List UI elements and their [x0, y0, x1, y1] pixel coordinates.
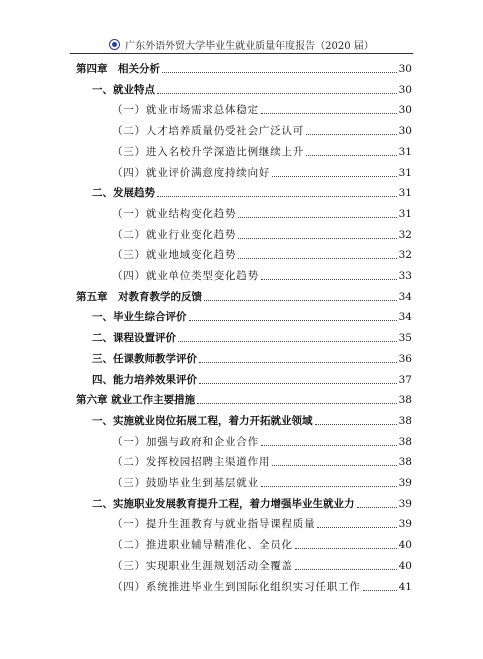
toc-entry[interactable] [76, 515, 412, 531]
toc-entry[interactable] [76, 226, 412, 242]
dot-leader [315, 424, 397, 425]
toc-entry-title: 第五章 对教育教学的反馈 [76, 290, 202, 303]
toc-entry-title: （三）进入名校升学深造比例继续上升 [112, 145, 305, 158]
toc-entry-page-number: 31 [398, 207, 412, 220]
toc-entry-title: （三）就业地域变化趋势 [112, 249, 237, 262]
toc-entry-title: 三、任课教师教学评价 [92, 352, 197, 365]
toc-entry-title: （三）鼓励毕业生到基层就业 [112, 477, 259, 489]
dot-leader [204, 300, 397, 301]
header-title: 广东外语外贸大学毕业生就业质量年度报告（2020 届） [125, 40, 374, 52]
toc-entry[interactable] [76, 184, 412, 200]
dot-leader [199, 383, 397, 384]
toc-entry[interactable] [76, 164, 412, 180]
toc-entry-title: （二）发挥校园招聘主渠道作用 [112, 456, 271, 469]
toc-entry-page-number: 35 [398, 332, 412, 345]
toc-entry-page-number: 41 [398, 580, 412, 593]
dot-leader [197, 403, 396, 404]
toc-entry[interactable] [76, 288, 412, 304]
toc-entry-title: （四）系统推进毕业生到国际化组织实习任职工作 [112, 580, 361, 593]
toc-entry-page-number: 33 [398, 270, 412, 282]
toc-entry-title: （三）实现职业生涯规划活动全覆盖 [112, 559, 293, 572]
toc-entry[interactable] [76, 246, 412, 262]
toc-entry-page-number: 32 [398, 249, 412, 262]
dot-leader [261, 279, 397, 280]
dot-leader [238, 238, 396, 239]
toc-entry-title: （一）加强与政府和企业合作 [112, 435, 259, 448]
toc-entry-page-number: 36 [398, 352, 412, 365]
dot-leader [157, 196, 397, 197]
dot-leader [306, 134, 397, 135]
toc-entry-title: 第六章 就业工作主要措施 [76, 394, 196, 407]
toc-entry-title: （一）就业市场需求总体稳定 [112, 104, 259, 117]
toc-entry-page-number: 39 [398, 497, 412, 510]
toc-entry[interactable] [76, 205, 412, 221]
toc-entry-page-number: 32 [398, 228, 412, 241]
toc-entry-title: （四）就业评价满意度持续向好 [112, 166, 271, 179]
toc-entry-title: （一）就业结构变化趋势 [112, 207, 237, 220]
university-logo-icon [109, 39, 120, 50]
toc-entry[interactable] [76, 495, 412, 511]
toc-entry-page-number: 34 [398, 290, 412, 303]
toc-entry-page-number: 40 [398, 539, 412, 552]
page-header [70, 36, 413, 52]
toc-entry-page-number: 30 [398, 83, 412, 96]
toc-entry-page-number: 38 [398, 414, 412, 427]
toc-entry[interactable] [76, 267, 412, 283]
toc-entry-page-number: 39 [398, 477, 412, 489]
toc-entry[interactable] [76, 81, 412, 97]
dot-leader [317, 527, 396, 528]
toc-entry[interactable] [76, 391, 412, 407]
toc-entry-page-number: 38 [398, 456, 412, 469]
toc-entry-title: 二、实施职业发展教育提升工程，着力增强毕业生就业力 [92, 497, 355, 510]
toc-entry[interactable] [76, 453, 412, 469]
toc-entry[interactable] [76, 350, 412, 366]
header-divider [70, 53, 413, 54]
toc-entry[interactable] [76, 474, 412, 490]
toc-entry[interactable] [76, 143, 412, 159]
dot-leader [238, 258, 396, 259]
toc-entry[interactable] [76, 536, 412, 552]
dot-leader [261, 486, 397, 487]
toc-entry-page-number: 38 [398, 435, 412, 448]
dot-leader [295, 569, 397, 570]
toc-entry-page-number: 31 [398, 145, 412, 158]
dot-leader [178, 341, 397, 342]
dot-leader [189, 320, 397, 321]
toc-entry-title: 第四章 相关分析 [76, 63, 160, 75]
toc-entry-page-number: 34 [398, 311, 412, 324]
dot-leader [295, 548, 397, 549]
toc-entry[interactable] [76, 557, 412, 573]
toc-entry-page-number: 30 [398, 104, 412, 117]
toc-entry-title: （二）推进职业辅导精准化、全员化 [112, 539, 293, 552]
dot-leader [162, 72, 397, 73]
toc-entry-title: 一、就业特点 [92, 83, 155, 96]
dot-leader [272, 176, 396, 177]
toc-entry[interactable] [76, 433, 412, 449]
toc-entry-page-number: 37 [398, 373, 412, 386]
toc-entry[interactable] [76, 122, 412, 138]
toc-entry-title: （四）就业单位类型变化趋势 [112, 270, 259, 282]
dot-leader [272, 465, 396, 466]
toc-entry-title: 一、毕业生综合评价 [92, 311, 187, 324]
toc-entry[interactable] [76, 308, 412, 324]
toc-entry-title: （二）就业行业变化趋势 [112, 228, 237, 241]
toc-entry-page-number: 40 [398, 559, 412, 572]
toc-entry-title: （二）人才培养质量仍受社会广泛认可 [112, 125, 305, 138]
dot-leader [357, 507, 397, 508]
dot-leader [199, 362, 397, 363]
dot-leader [306, 155, 397, 156]
toc-entry[interactable] [76, 578, 412, 594]
toc-entry-page-number: 31 [398, 187, 412, 200]
toc-entry[interactable] [76, 371, 412, 387]
toc-entry-title: （一）提升生涯教育与就业指导课程质量 [112, 518, 316, 531]
dot-leader [238, 217, 396, 218]
dot-leader [261, 445, 397, 446]
toc-entry-page-number: 31 [398, 166, 412, 179]
toc-entry-title: 四、能力培养效果评价 [92, 373, 197, 386]
toc-entry-title: 一、实施就业岗位拓展工程，着力开拓就业领域 [92, 414, 313, 427]
dot-leader [363, 590, 397, 591]
dot-leader [157, 93, 397, 94]
toc-entry-title: 二、发展趋势 [92, 187, 155, 200]
toc-entry[interactable] [76, 60, 412, 76]
toc-entry-page-number: 30 [398, 63, 412, 75]
toc-entry[interactable] [76, 101, 412, 117]
toc-entry-page-number: 39 [398, 518, 412, 531]
dot-leader [261, 113, 397, 114]
toc-entry-title: 二、课程设置评价 [92, 332, 176, 345]
toc-entry[interactable] [76, 412, 412, 428]
toc-entry[interactable] [76, 329, 412, 345]
toc-entry-page-number: 30 [398, 125, 412, 138]
toc-entry-page-number: 38 [398, 394, 412, 407]
